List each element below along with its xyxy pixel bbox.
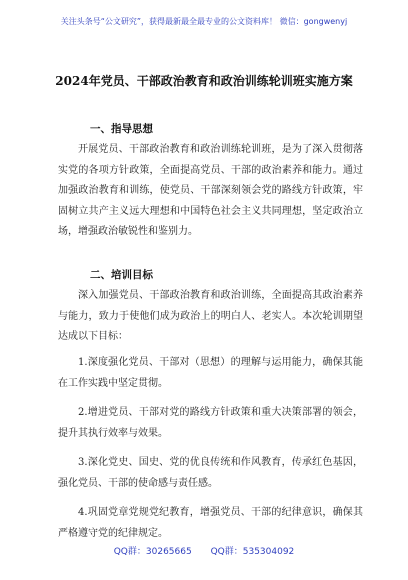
promo-banner: 关注头条号“公文研究”，获得最新最全最专业的公文资料库！ 微信：gongwenyj <box>60 17 348 26</box>
section-2-item-1: 1.深度强化党员、干部对（思想）的理解与运用能力，确保其能在工作实践中坚定贯彻。 <box>58 357 363 389</box>
footer-contact <box>0 544 408 557</box>
section-heading-2: 二、培训目标 <box>90 269 153 281</box>
section-2-item-3: 3.深化党史、国史、党的优良传统和作风教育，传承红色基因，强化党员、干部的使命感与责任感。 <box>58 457 363 489</box>
document-title: 2024年党员、干部政治教育和政治训练轮训班实施方案 <box>55 74 353 88</box>
section-1-paragraph-1: 开展党员、干部政治教育和政治训练轮训班，是为了深入贯彻落实党的各项方针政策，全面提高党员、干部的政治素养和能力。通过加强政治教育和训练，使党员、干部深刻领会党的路线方针政策，牢固树立共产主义远大理想和中国特色社会主义共同理想，坚定政治立场，增强政治敏锐性和鉴别力。 <box>58 144 363 237</box>
section-2-paragraph-1: 深入加强党员、干部政治教育和政治训练，全面提高其政治素养与能力，致力于使他们成为政治上的明白人、老实人。本次轮训期望达成以下目标： <box>58 290 363 342</box>
section-2-item-4: 4.巩固党章党规党纪教育，增强党员、干部的纪律意识，确保其严格遵守党的纪律规定。 <box>58 507 363 539</box>
section-heading-1: 一、指导思想 <box>90 123 153 135</box>
footer-qq-group-2: QQ群：535304092 <box>210 547 295 557</box>
footer-qq-group-1: QQ群：30265665 <box>113 547 192 557</box>
section-2-item-2: 2.增进党员、干部对党的路线方针政策和重大决策部署的领会，提升其执行效率与效果。 <box>58 407 363 439</box>
